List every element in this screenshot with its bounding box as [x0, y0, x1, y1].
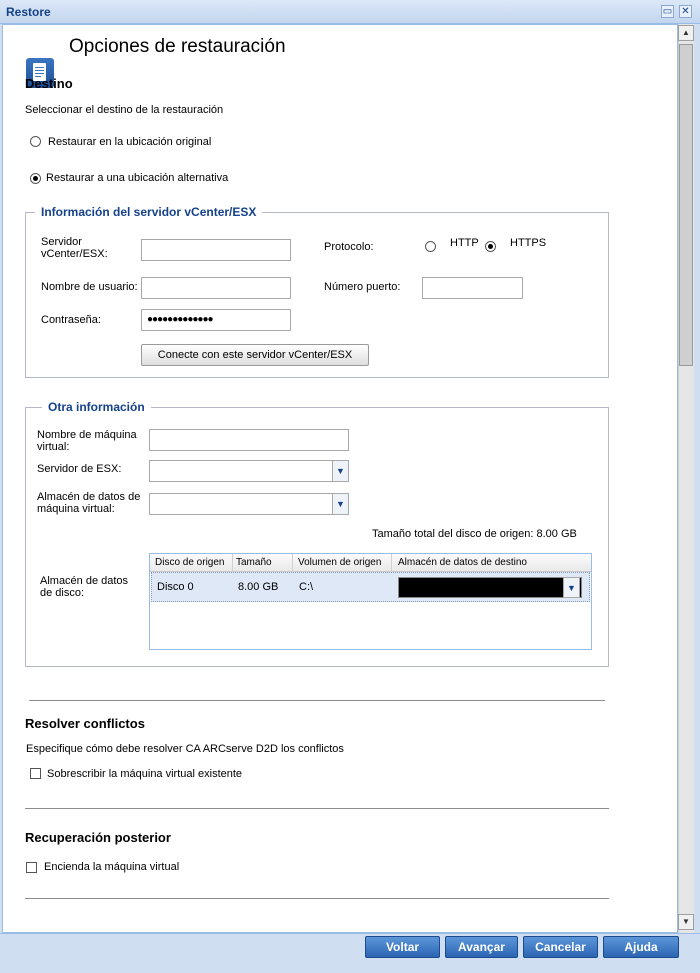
- page-title: Opciones de restauración: [69, 36, 286, 57]
- cell-disk: Disco 0: [157, 581, 194, 593]
- chevron-down-icon[interactable]: ▼: [332, 460, 349, 482]
- total-disk-size: Tamaño total del disco de origen: 8.00 GB: [372, 528, 577, 540]
- http-label[interactable]: HTTP: [450, 237, 479, 249]
- vcenter-legend: Información del servidor vCenter/ESX: [35, 205, 262, 219]
- destination-datastore-select[interactable]: [398, 577, 582, 598]
- server-label: Servidor vCenter/ESX:: [41, 236, 108, 260]
- power-on-vm-label[interactable]: Encienda la máquina virtual: [44, 861, 180, 873]
- scrollbar-thumb[interactable]: [679, 44, 693, 366]
- overwrite-vm-checkbox[interactable]: [30, 768, 41, 779]
- table-header: [150, 554, 591, 572]
- next-button[interactable]: Avançar: [445, 936, 518, 958]
- radio-alternative-label[interactable]: Restaurar a una ubicación alternativa: [46, 172, 229, 184]
- column-header[interactable]: Volumen de origen: [298, 557, 382, 568]
- destino-heading: Destino: [25, 76, 73, 91]
- port-label: Número puerto:: [324, 281, 401, 293]
- restore-options-panel: [2, 24, 678, 933]
- vm-name-label: Nombre de máquina virtual:: [37, 429, 137, 453]
- column-header[interactable]: Disco de origen: [155, 557, 225, 568]
- esx-server-label: Servidor de ESX:: [37, 463, 122, 475]
- vm-name-input[interactable]: [149, 429, 349, 451]
- radio-alternative-location[interactable]: [30, 173, 41, 184]
- port-input[interactable]: [422, 277, 523, 299]
- scroll-up-icon[interactable]: ▲: [678, 25, 694, 41]
- radio-original-location[interactable]: [30, 136, 41, 147]
- radio-http[interactable]: [425, 241, 436, 252]
- esx-server-select[interactable]: [149, 460, 333, 482]
- radio-https[interactable]: [485, 241, 496, 252]
- close-icon[interactable]: ✕: [679, 5, 692, 18]
- password-label: Contraseña:: [41, 314, 101, 326]
- other-info-legend: Otra información: [42, 400, 151, 414]
- conflicts-description: Especifique cómo debe resolver CA ARCserve D2D los conflictos: [26, 743, 344, 755]
- disk-datastore-table: [149, 553, 592, 650]
- password-input[interactable]: ●●●●●●●●●●●●●: [141, 309, 291, 331]
- username-input[interactable]: [141, 277, 291, 299]
- destino-subtitle: Seleccionar el destino de la restauración: [25, 104, 224, 116]
- column-header[interactable]: Tamaño: [236, 557, 272, 568]
- column-header[interactable]: Almacén de datos de destino: [398, 557, 527, 568]
- chevron-down-icon[interactable]: ▼: [332, 493, 349, 515]
- scroll-down-icon[interactable]: ▼: [678, 914, 694, 930]
- window-restore-icon[interactable]: ▭: [662, 6, 673, 17]
- overwrite-vm-label[interactable]: Sobrescribir la máquina virtual existente: [47, 768, 243, 780]
- protocol-label: Protocolo:: [324, 241, 374, 253]
- divider: [25, 808, 609, 809]
- back-button[interactable]: Voltar: [365, 936, 440, 958]
- disk-datastore-label: Almacén de datos de disco:: [40, 575, 129, 599]
- chevron-down-icon[interactable]: ▼: [563, 577, 580, 598]
- power-on-vm-checkbox[interactable]: [26, 862, 37, 873]
- connect-server-button[interactable]: Conecte con este servidor vCenter/ESX: [141, 344, 369, 366]
- radio-original-label[interactable]: Restaurar en la ubicación original: [48, 136, 212, 148]
- cancel-button[interactable]: Cancelar: [523, 936, 598, 958]
- conflicts-heading: Resolver conflictos: [25, 716, 145, 731]
- post-recovery-heading: Recuperación posterior: [25, 830, 171, 845]
- vm-datastore-label: Almacén de datos de máquina virtual:: [37, 491, 141, 515]
- cell-size: 8.00 GB: [238, 581, 279, 593]
- window-titlebar[interactable]: [0, 0, 700, 24]
- help-button[interactable]: Ajuda: [603, 936, 679, 958]
- cell-volume: C:\: [299, 581, 314, 593]
- window-title: Restore: [6, 5, 51, 19]
- divider: [29, 700, 605, 701]
- https-label[interactable]: HTTPS: [510, 237, 547, 249]
- table-row[interactable]: [151, 572, 590, 602]
- server-input[interactable]: [141, 239, 291, 261]
- vm-datastore-select[interactable]: [149, 493, 333, 515]
- username-label: Nombre de usuario:: [41, 281, 138, 293]
- divider: [25, 898, 609, 899]
